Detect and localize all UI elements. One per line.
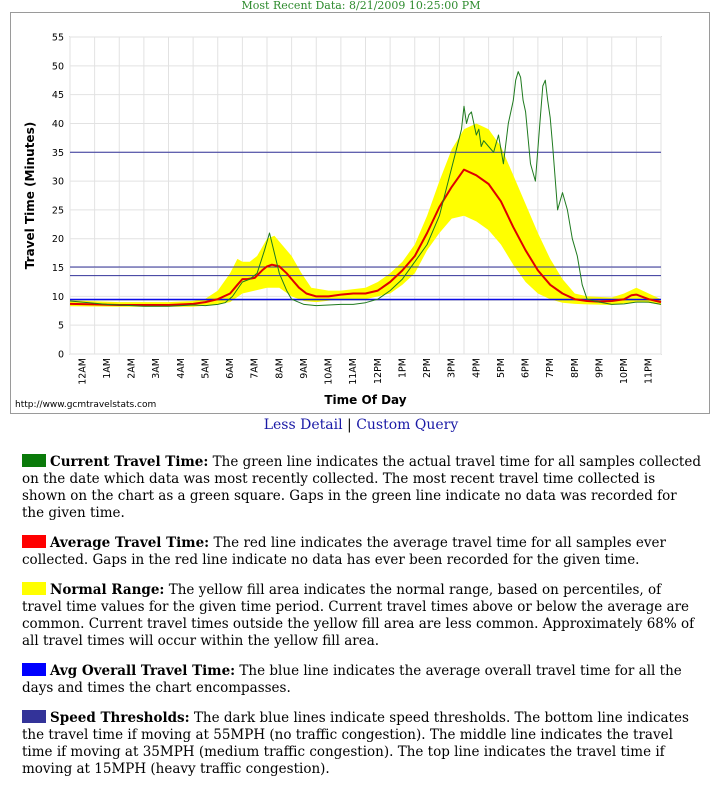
y-tick-label: 40 — [51, 118, 64, 130]
x-tick-label: 4AM — [175, 358, 187, 379]
less-detail-link[interactable]: Less Detail — [263, 417, 343, 433]
y-tick-label: 45 — [51, 90, 64, 102]
chart-legend — [22, 454, 702, 791]
legend-text-current: The green line indicates the actual travel time for all samples collected on the date which data was most recently collected. The most recent travel time collected is shown on the chart as a green square. Gaps in the green line indicate no data was recorded for the given time. — [22, 454, 701, 521]
y-tick-label: 30 — [51, 176, 64, 188]
x-tick-label: 8PM — [569, 358, 581, 378]
y-tick-label: 35 — [51, 147, 64, 159]
legend-swatch-thresholds — [22, 710, 46, 723]
x-tick-label: 6AM — [225, 358, 237, 379]
legend-item-average — [22, 535, 702, 569]
x-tick-label: 6PM — [520, 358, 532, 378]
legend-item-thresholds — [22, 710, 702, 778]
x-tick-label: 1PM — [397, 358, 409, 378]
legend-item-range — [22, 582, 702, 650]
detail-links — [0, 417, 722, 433]
legend-title-current: Current Travel Time: — [50, 454, 209, 470]
x-tick-label: 10AM — [323, 358, 335, 385]
legend-title-overall: Avg Overall Travel Time: — [50, 663, 236, 679]
x-tick-label: 9PM — [594, 358, 606, 378]
x-tick-label: 3PM — [446, 358, 458, 378]
y-tick-label: 15 — [51, 263, 64, 275]
x-tick-label: 7PM — [545, 358, 557, 378]
legend-item-overall — [22, 663, 702, 697]
y-axis-title: Travel Time (Minutes) — [23, 121, 37, 270]
x-axis-title: Time Of Day — [324, 393, 407, 407]
travel-time-chart — [10, 12, 710, 414]
legend-item-current — [22, 454, 702, 522]
x-tick-label: 1AM — [101, 358, 113, 379]
legend-swatch-current — [22, 454, 46, 467]
custom-query-link[interactable]: Custom Query — [356, 417, 459, 433]
x-tick-label: 4PM — [471, 358, 483, 378]
legend-title-range: Normal Range: — [50, 582, 165, 598]
legend-title-average: Average Travel Time: — [50, 535, 210, 551]
y-tick-label: 0 — [57, 349, 64, 361]
x-tick-label: 11AM — [348, 358, 360, 385]
legend-swatch-range — [22, 582, 46, 595]
y-tick-label: 50 — [51, 61, 64, 73]
x-tick-label: 3AM — [151, 358, 163, 379]
x-tick-label: 8AM — [274, 358, 286, 379]
legend-text-thresholds: The dark blue lines indicate speed thresholds. The bottom line indicates the travel time if moving at 55MPH (no traffic congestion). The middle line indicates the travel time if moving at 35MPH (medium traffic congestion). The top line indicates the travel time if moving at 15MPH (heavy traffic congestion). — [22, 710, 689, 777]
most-recent-data: Most Recent Data: 8/21/2009 10:25:00 PM — [241, 0, 481, 12]
x-tick-label: 12AM — [77, 358, 89, 385]
x-tick-label: 9AM — [298, 358, 310, 379]
x-tick-label: 7AM — [249, 358, 261, 379]
x-tick-label: 5AM — [200, 358, 212, 379]
legend-swatch-average — [22, 535, 46, 548]
x-tick-label: 2AM — [126, 358, 138, 379]
legend-text-average: The red line indicates the average travel time for all samples ever collected. Gaps in the red line indicate no data has ever been recorded for the given time. — [22, 535, 666, 568]
x-tick-label: 12PM — [372, 358, 384, 385]
legend-swatch-overall — [22, 663, 46, 676]
y-tick-label: 20 — [51, 234, 64, 246]
x-tick-label: 5PM — [495, 358, 507, 378]
chart-svg — [11, 13, 709, 413]
y-tick-label: 10 — [51, 291, 64, 303]
chart-source: http://www.gcmtravelstats.com — [15, 400, 157, 410]
link-separator: | — [347, 417, 352, 433]
x-tick-label: 2PM — [422, 358, 434, 378]
legend-title-thresholds: Speed Thresholds: — [50, 710, 190, 726]
y-tick-label: 55 — [51, 32, 64, 44]
x-tick-label: 11PM — [643, 358, 655, 385]
legend-text-overall: The blue line indicates the average overall travel time for all the days and times the chart encompasses. — [22, 663, 682, 696]
y-tick-label: 5 — [57, 320, 64, 332]
legend-text-range: The yellow fill area indicates the normal range, based on percentiles, of travel time values for the given time period. Current travel times above or below the average are common. Current travel times outside the yellow fill area are less common. Approximately 68% of all travel times will occur within the yellow fill area. — [22, 582, 695, 649]
x-tick-label: 10PM — [619, 358, 631, 385]
y-tick-label: 25 — [51, 205, 64, 217]
